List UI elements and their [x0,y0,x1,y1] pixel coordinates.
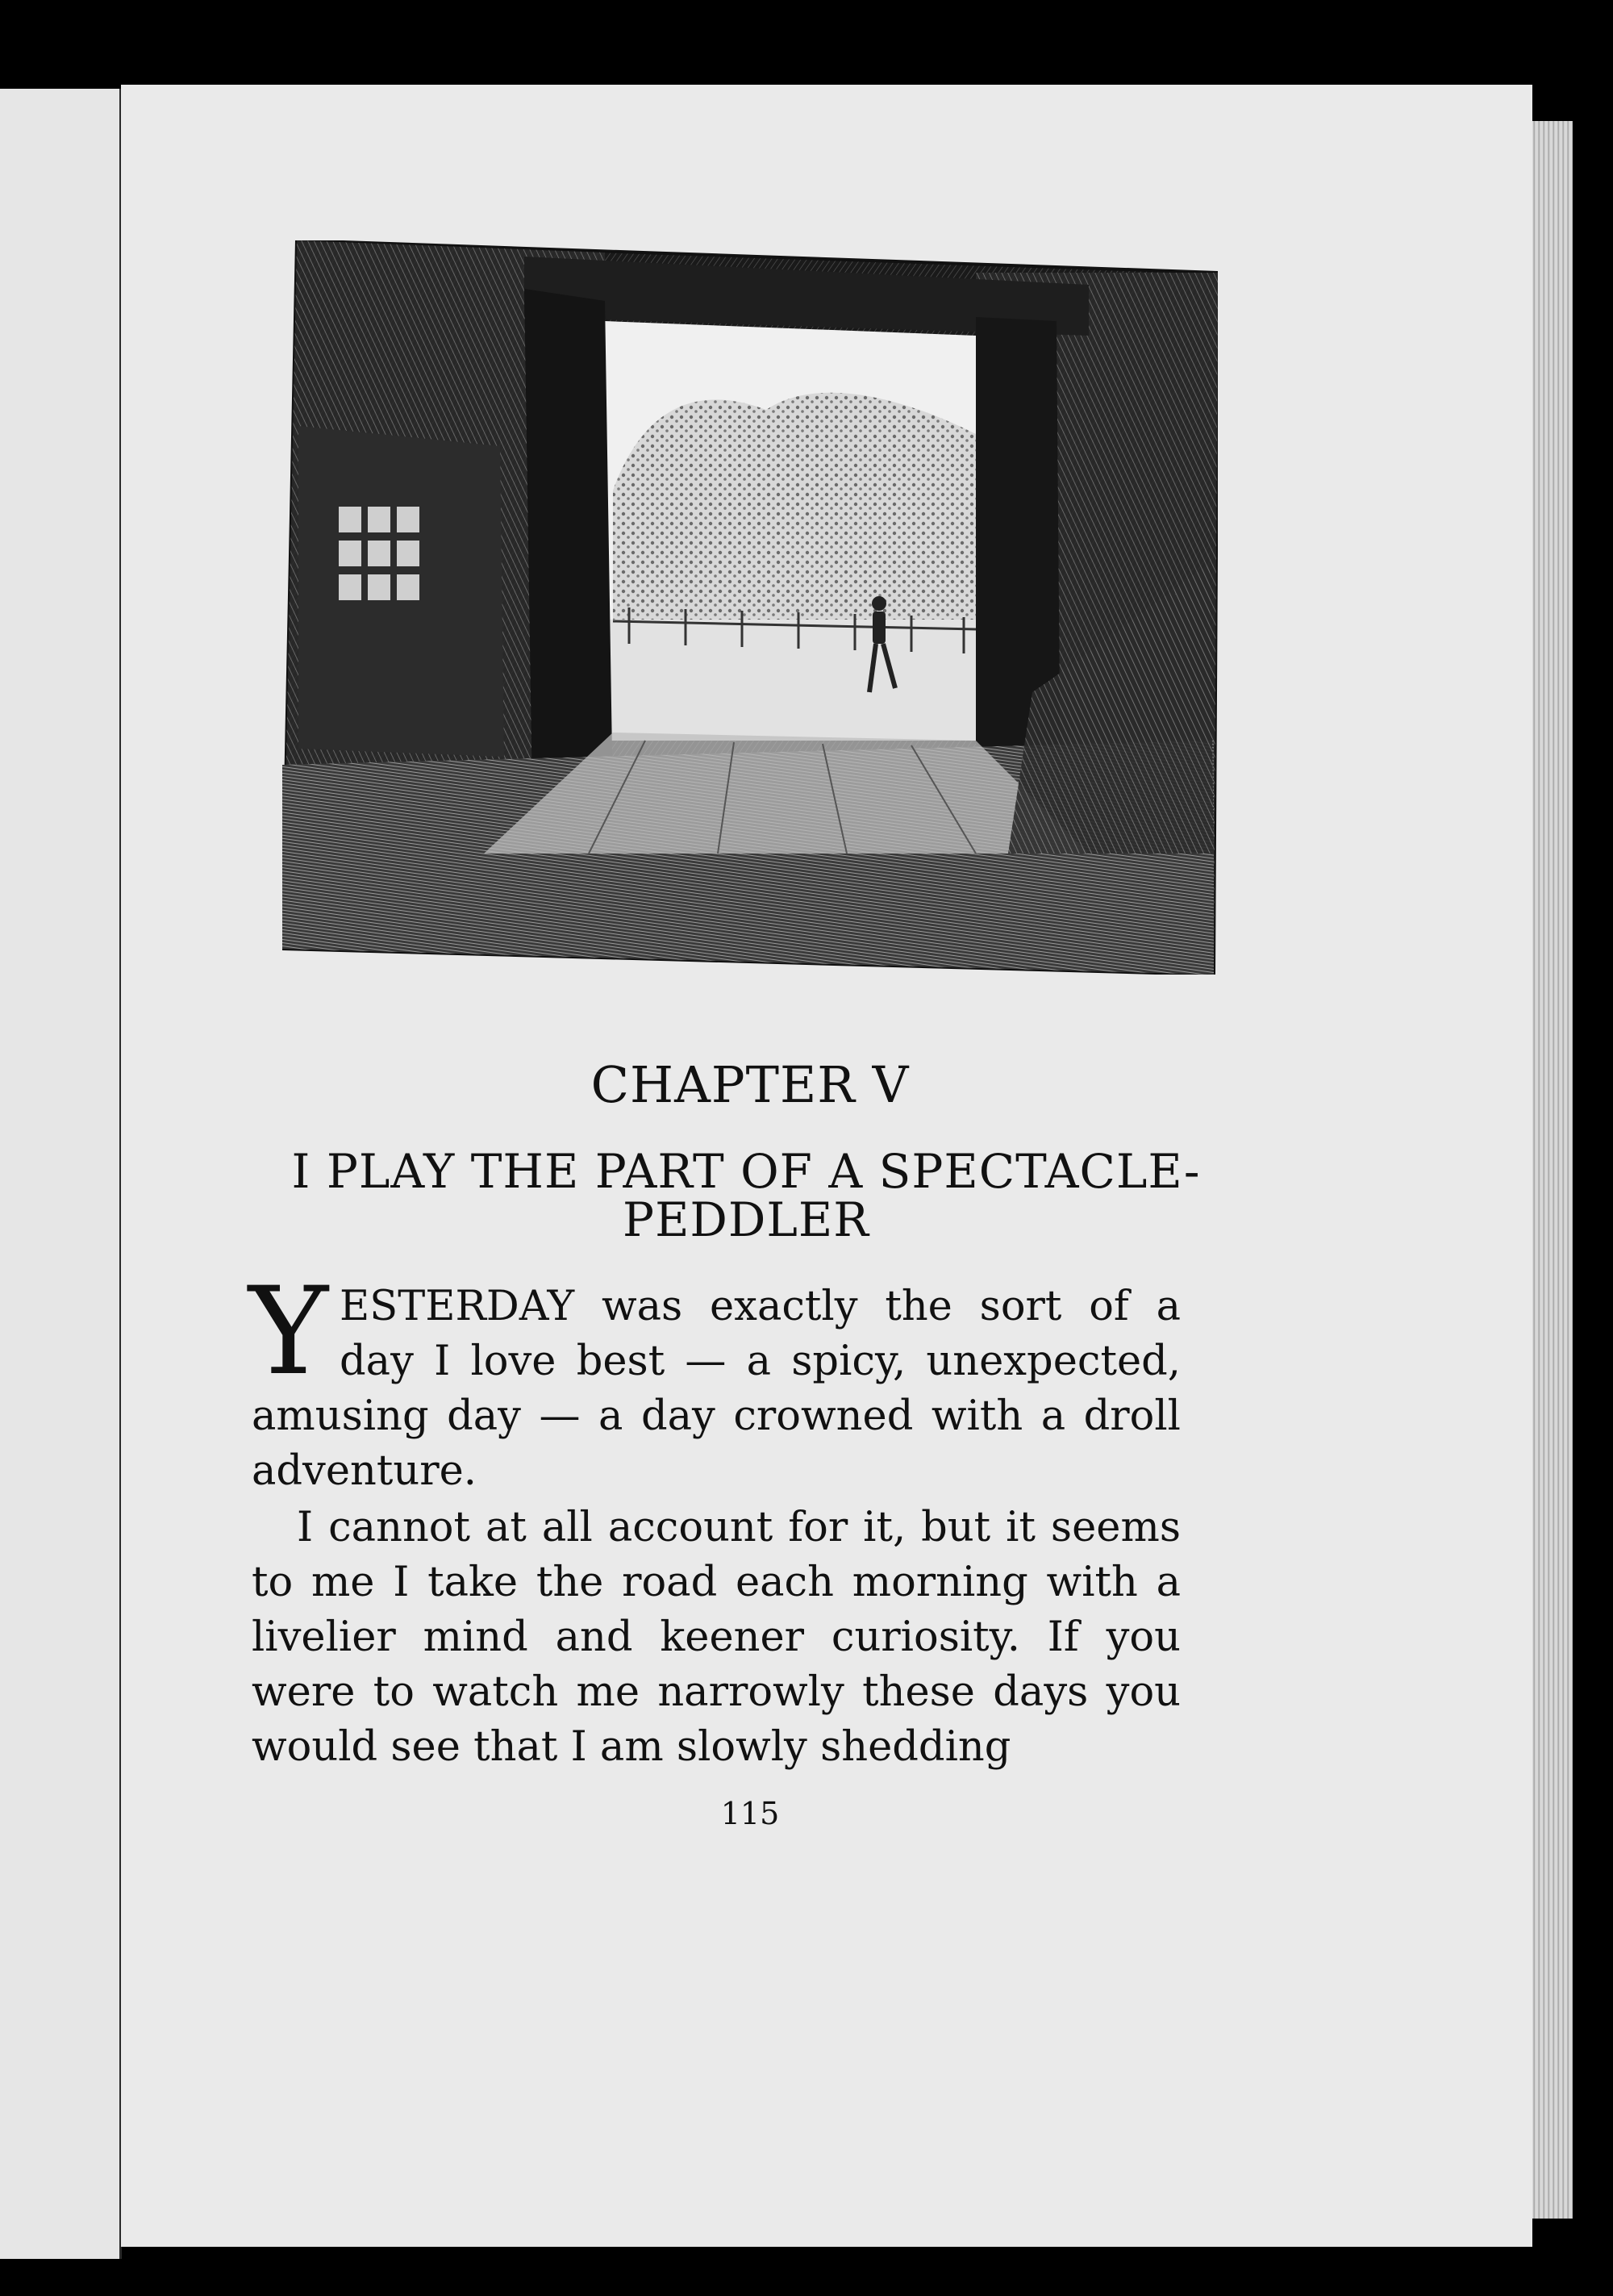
paragraph-second: I cannot at all account for it, but it seems to me I take the road each morning with a livelier mind and keener curiosity. If you were to watch me narrowly these days you would see that I am slowly shedding [252,1504,1181,1771]
paragraph-opening-text: ESTERDAY was exactly the sort of a day I love best — a spicy, unexpected, amusing day — a day crowned with a droll adventure. [252,1283,1181,1495]
chapter-title: I PLAY THE PART OF A SPECTACLE-PEDDLER [291,1144,1201,1247]
chapter-number-heading: CHAPTER V [590,1055,910,1114]
left-facing-page-edge [0,89,122,2259]
drop-cap-initial: Y [248,1262,329,1402]
paragraph-opening [248,1262,1181,1499]
page-number: 115 [720,1796,780,1831]
barn-doorway-engraving-icon [282,240,1218,975]
